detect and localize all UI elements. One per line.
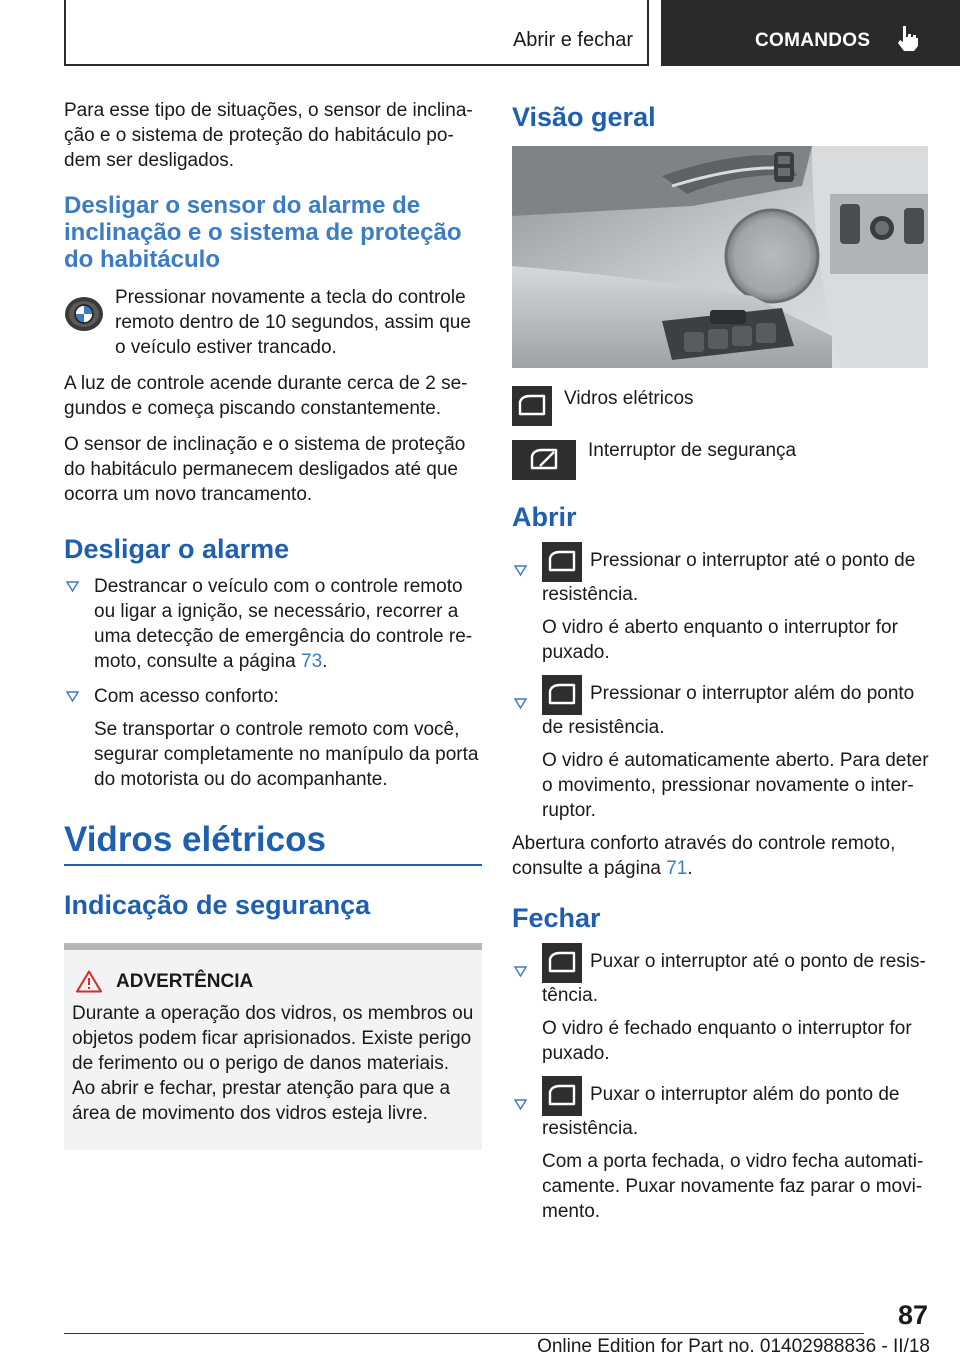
legend-window-switch [512,386,930,426]
triangle-bullet-icon [514,564,527,577]
warning-text: Durante a operação dos vidros, os membros ou objetos podem ficar aprisionados. Existe perigo de ferimento ou o perigo de danos materiais. Ao abrir e fechar, prestar atenção para que a área de movimento dos vidros esteja livre. [72,1003,474,1124]
list-item [512,1076,930,1224]
window-switch-icon [542,675,582,715]
open-step2-text: Pressionar o interruptor além do ponto de resistência. [542,683,915,738]
remote-key-text: Pressionar novamente a tecla do controle remoto dentro de 10 segundos, assim que o veículo estiver trancado. [115,287,471,358]
paragraph-sensor-off: O sensor de inclinação e o sistema de proteção do habitáculo permanecem desligados até que ocorra um novo trancamento. [64,434,466,505]
open-step1-text: Pressionar o interruptor até o ponto de resistência. [542,550,916,605]
list-item [512,675,930,823]
window-switch-icon [542,1076,582,1116]
remote-key-icon [64,293,104,333]
paragraph-control-light: A luz de controle acende durante cerca de 2 segundos e começa piscando constantemente. [64,373,468,419]
left-column [64,98,482,1150]
intro-paragraph: Para esse tipo de situações, o sensor de inclinação e o sistema de proteção do habitáculo podem ser desligados. [64,100,473,171]
header-chapter-tab [661,0,960,66]
heading-open: Abrir [512,502,577,532]
step-unlock-text: Destrancar o veículo com o controle remoto ou ligar a ignição, se necessário, recorrer a uma detecção de emergência do controle remoto, consulte a página [94,576,473,672]
page-link-73[interactable]: 73 [301,651,323,672]
warning-triangle-icon [76,970,102,993]
door-panel-photo [512,146,928,368]
header-chapter-title: COMANDOS [755,30,871,51]
step-comfort-text: Se transportar o controle remoto com você, segurar completamente no manípulo da porta do motorista ou do acompanhante. [94,719,479,790]
legend-windows-text: Vidros elétricos [564,388,694,409]
window-switch-icon [542,542,582,582]
heading-overview: Visão geral [512,102,656,132]
legend-safety-switch [512,440,930,480]
triangle-bullet-icon [66,580,79,593]
warning-box [64,943,482,1150]
close-step1-text: Puxar o interruptor até o ponto de resistência. [542,951,926,1006]
page-number: 87 [897,1300,928,1330]
heading-safety-note: Indicação de segurança [64,890,371,920]
close-steps-list [512,943,930,1224]
triangle-bullet-icon [514,1098,527,1111]
right-column [512,98,930,1234]
chapter-title: Vidros elétricos [64,820,482,866]
hand-pointer-icon [895,24,921,52]
alarm-steps-list [64,574,482,792]
list-item [512,943,930,1066]
page-link-71[interactable]: 71 [666,858,688,879]
header-section-title: Abrir e fechar [512,29,633,51]
step-comfort-title: Com acesso conforto: [94,686,279,707]
list-item [512,542,930,665]
footer-edition: Online Edition for Part no. 01402988836 - II/18 [537,1336,930,1357]
warning-title: ADVERTÊNCIA [116,970,254,992]
comfort-opening-paragraph: Abertura conforto através do controle remoto, consulte a página 71. [512,833,896,879]
list-item: Destrancar o veículo com o controle remoto ou ligar a ignição, se necessário, recorrer a uma detecção de emergência do controle remoto, consulte a página 73. [64,574,482,674]
remote-key-instruction [64,285,482,360]
open-step1-result: O vidro é aberto enquanto o interruptor for puxado. [542,617,898,663]
close-step1-result: O vidro é fechado enquanto o interruptor for puxado. [542,1018,912,1064]
list-item [64,684,482,792]
window-switch-icon [512,386,552,426]
close-step2-result: Com a porta fechada, o vidro fecha automaticamente. Puxar novamente faz parar o movimento. [542,1151,924,1222]
heading-disable-alarm: Desligar o alarme [64,534,290,564]
open-step2-result: O vidro é automaticamente aberto. Para deter o movimento, pressionar novamente o interruptor. [542,750,929,821]
footer-divider [64,1333,864,1334]
header-section-tab [64,0,649,66]
triangle-bullet-icon [514,697,527,710]
legend-safety-text: Interruptor de segurança [588,440,797,461]
close-step2-text: Puxar o interruptor além do ponto de resistência. [542,1084,900,1139]
window-switch-icon [542,943,582,983]
safety-switch-icon [512,440,576,480]
heading-disable-sensor: Desligar o sensor do alarme de inclinação e o sistema de proteção do habitáculo [64,192,462,273]
heading-close: Fechar [512,903,601,933]
triangle-bullet-icon [514,965,527,978]
open-steps-list [512,542,930,823]
triangle-bullet-icon [66,690,79,703]
